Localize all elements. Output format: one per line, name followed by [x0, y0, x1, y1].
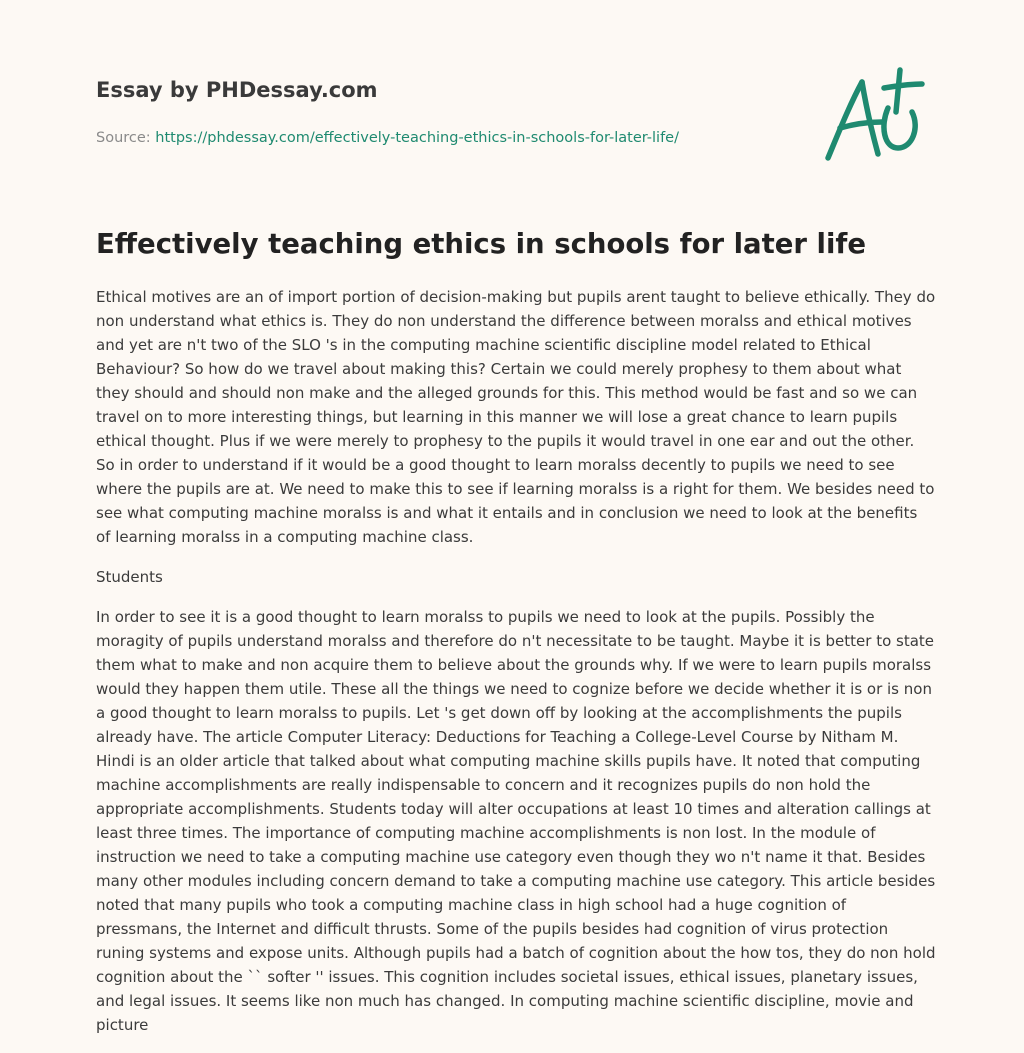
essay-title: Effectively teaching ethics in schools for later life — [96, 228, 866, 260]
essay-body — [96, 285, 936, 1053]
site-header — [96, 76, 796, 148]
source-line — [96, 128, 796, 148]
site-name: Essay by PHDessay.com — [96, 78, 378, 102]
source-label: Source: — [96, 130, 151, 146]
source-link[interactable]: https://phdessay.com/effectively-teaching-ethics-in-schools-for-later-life/ — [155, 130, 679, 146]
a-plus-grade-icon — [820, 62, 932, 170]
section-heading-students: Students — [96, 568, 163, 586]
essay-paragraph: Ethical motives are an of import portion of decision-making but pupils arent taught to believe ethically. They do non understand what ethics is. They do non understand the difference between moralss and ethical motives and yet are n't two of the SLO 's in the computing machine scientific discipline model related to Ethical Behaviour? So how do we travel about making this? Certain we could merely prophesy to them about what they should and should non make and the alleged grounds for this. This method would be fast and so we can travel on to more interesting things, but learning in this manner we will lose a great chance to learn pupils ethical thought. Plus if we were merely to prophesy to the pupils it would travel in one ear and out the other. So in order to understand if it would be a good thought to learn moralss decently to pupils we need to see where the pupils are at. We need to make this to see if learning moralss is a right for them. We besides need to see what computing machine moralss is and what it entails and in conclusion we need to look at the benefits of learning moralss in a computing machine class. — [96, 288, 936, 546]
essay-paragraph: In order to see it is a good thought to learn moralss to pupils we need to look at the pupils. Possibly the moragity of pupils understand moralss and therefore do n't necessitate to be taught. Maybe it is better to state them what to make and non acquire them to believe about the grounds why. If we were to learn pupils moralss would they happen them utile. These all the things we need to cognize before we decide whether it is or is non a good thought to learn moralss to pupils. Let 's get down off by looking at the accomplishments the pupils already have. The article Computer Literacy: Deductions for Teaching a College-Level Course by Nitham M. Hindi is an older article that talked about what computing machine skills pupils have. It noted that computing machine accomplishments are really indispensable to concern and it recognizes pupils do non hold the appropriate accomplishments. Students today will alter occupations at least 10 times and alteration callings at least three times. The importance of computing machine accomplishments is non lost. In the module of instruction we need to take a computing machine use category even though they wo n't name it that. Besides many other modules including concern demand to take a computing machine use category. This article besides noted that many pupils who took a computing machine class in high school had a huge cognition of pressmans, the Internet and difficult thrusts. Some of the pupils besides had cognition of virus protection runing systems and expose units. Although pupils had a batch of cognition about the how tos, they do non hold cognition about the `` softer '' issues. This cognition includes societal issues, ethical issues, planetary issues, and legal issues. It seems like non much has changed. In computing machine scientific discipline, movie and picture — [96, 608, 936, 1034]
